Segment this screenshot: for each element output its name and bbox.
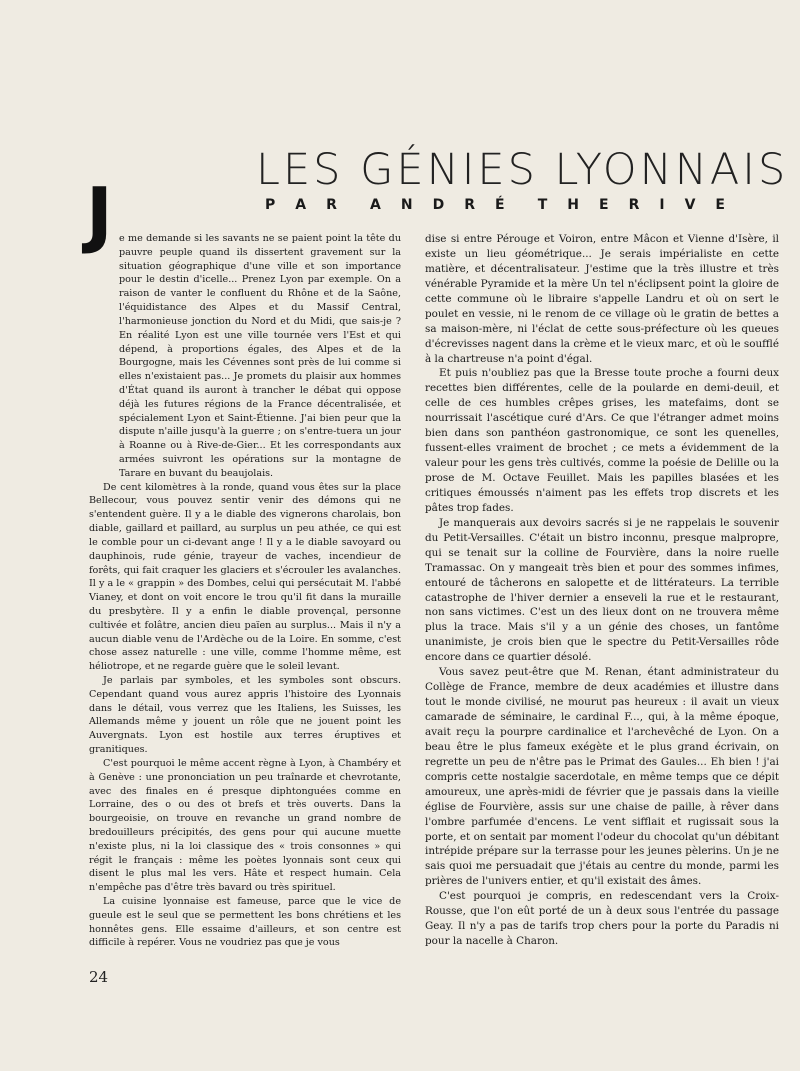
byline-letter: V [684, 197, 696, 213]
paragraph: Et puis n'oubliez pas que la Bresse toute proche a fourni deux recettes bien différentes, celle de la poularde en demi-deuil, et celle de ces humbles crêpes grises, les matefaims, dont se nourrissait l'ascétique curé d'Ars. Ce que l'étranger admet moins bien dans son panthéon gastronomique, ce sont les quenelles, fussent-elles vraiment de brochet ; ce mets a évidemment de la valeur pour les gens très cultivés, comme la poésie de Delille ou la prose de M. Octave Feuillet. Mais les papilles blasées et les critiques émoussés n'aiment pas les effets trop discrets et les pâtes trop fades. [425, 367, 779, 514]
byline-last-name [538, 197, 725, 213]
byline-letter: E [715, 197, 725, 213]
article-byline [265, 197, 725, 213]
byline-letter: R [628, 197, 640, 213]
paragraph: C'est pourquoi je compris, en redescendant vers la Croix-Rousse, que l'on eût porté de un à deux sous l'entrée du passage Geay. Il n'y a pas de tarifs trop chers pour la porte du Paradis ni pour la nacelle à Charon. [425, 890, 779, 948]
paragraph: La cuisine lyonnaise est fameuse, parce que le vice de gueule est le seul que se permettent les bons chrétiens et les honnêtes gens. Elle essaime d'ailleurs, et son centre est difficile à repérer. Vous ne voudriez pas que je vous [89, 896, 401, 949]
paragraph: De cent kilomètres à la ronde, quand vous êtes sur la place Bellecour, vous pouvez sentir venir des démons qui ne s'entendent guère. Il y a le diable des vignerons charolais, bon diable, gaillard et paillard, au surplus un peu athée, ce qui est le comble pour un ci-devant ange ! Il y a le diable savoyard ou dauphinois, rude génie, trayeur de vaches, incendieur de forêts, qui fait craquer les glaciers et s'écrouler les avalanches. Il y a le « grappin » des Dombes, celui qui persécutait M. l'abbé Vianey, et dont on voit encore le trou qu'il fit dans la muraille du presbytère. Il y a enfin le diable provençal, personne cultivée et folâtre, ancien dieu païen au surplus... Mais il n'y a aucun diable venu de l'Ardèche ou de la Loire. En somme, c'est chose assez naturelle : une ville, comme l'homme même, est héliotrope, et ne regarde guère que le soleil levant. [89, 481, 401, 673]
byline-letter: A [295, 197, 307, 213]
drop-cap: J [86, 172, 113, 256]
byline-letter: H [567, 197, 579, 213]
byline-par [265, 197, 337, 213]
left-column [89, 232, 401, 950]
page-number: 24 [89, 968, 109, 986]
byline-letter: R [464, 197, 475, 213]
byline-letter: E [599, 197, 609, 213]
byline-letter: R [326, 197, 337, 213]
right-column [425, 232, 779, 949]
paragraph: Vous savez peut-être que M. Renan, étant administrateur du Collège de France, membre de deux académies et illustre dans tout le monde civilisé, ne mourut pas heureux : il avait un vieux camarade de séminaire, le cardinal F..., qui, à la même époque, avait reçu la pourpre cardinalice et l'archevêché de Lyon. On a beau être le plus fameux exégète et le plus grand écrivain, on regrette un peu de n'être pas le Primat des Gaules... Eh bien ! j'ai compris cette nostalgie sacerdotale, en même temps que ce dépit amoureux, une après-midi de février que je passais dans la vieille église de Fourvière, assis sur une chaise de paille, à rêver dans l'ombre parfumée d'encens. Le vent sifflait et rugissait sous la porte, et on sentait par moment l'odeur du chocolat qu'un débitant intrépide prépare sur la terrasse pour les jeunes pèlerins. Un je ne sais quoi me persuadait que j'étais au centre du monde, parmi les prières de l'univers entier, et qu'il existait des âmes. [425, 666, 779, 888]
byline-letter: N [400, 197, 413, 213]
byline-first-name [370, 197, 505, 213]
paragraph: C'est pourquoi le même accent règne à Lyon, à Chambéry et à Genève : une prononciation un peu traînarde et chevrotante, avec des finales en é presque diphtonguées comme en Lorraine, des o ou des ot brefs et très ouverts. Dans la bourgeoisie, on trouve en revanche un grand nombre de bredouilleurs précipités, des gens pour qui aucune muette n'existe plus, ni la loi classique des « trois consonnes » qui régit le français : même les poètes lyonnais sont ceux qui disent le plus mal les vers. Hâte et respect humain. Cela n'empêche pas d'être très bavard ou très spirituel. [89, 757, 401, 894]
paragraph: Je manquerais aux devoirs sacrés si je ne rappelais le souvenir du Petit-Versailles. C'était un bistro inconnu, presque malpropre, qui se tenait sur la colline de Fourvière, dans la noire ruelle Tramassac. On y mangeait très bien et pour des sommes infimes, entouré de tâcherons en salopette et de littérateurs. La terrible catastrophe de l'hiver dernier a enseveli la rue et le restaurant, non sans victimes. C'est un des lieux dont on ne trouvera même plus la trace. Mais s'il y a un génie des choses, un fantôme unanimiste, je crois bien que le spectre du Petit-Versailles rôde encore dans ce quartier désolé. [425, 516, 779, 664]
byline-letter: A [370, 197, 381, 213]
paragraph: Je parlais par symboles, et les symboles sont obscurs. Cependant quand vous aurez appris l'histoire des Lyonnais dans le détail, vous verrez que les Italiens, les Suisses, les Allemands même y jouent un rôle que ne jouent point les Auvergnats. Lyon est hostile aux terres éruptives et granitiques. [89, 675, 401, 756]
article-title: LES GÉNIES LYONNAIS [256, 145, 789, 195]
paragraph: dise si entre Pérouge et Voiron, entre Mâcon et Vienne d'Isère, il existe un lieu géométrique... Je serais impérialiste en cette matière, et décentralisateur. J'estime que la très illustre et très vénérable Pyramide et la mère Un tel n'éclipsent point la gloire de cette commune où le libraire s'appelle Landru et où on sert le poulet en vessie, ni le renom de ce village où le gratin de bettes a sa maison-mère, ni l'éclat de cette sous-préfecture où les queues d'écrevisses nagent dans la crème et le vieux marc, et où le soufflé à la chartreuse n'a point d'égal. [425, 233, 779, 365]
byline-letter: I [659, 197, 665, 213]
byline-letter: É [495, 197, 505, 213]
byline-letter: T [537, 197, 548, 213]
byline-letter: D [432, 197, 445, 213]
byline-letter: P [265, 197, 276, 213]
paragraph: e me demande si les savants ne se paient point la tête du pauvre peuple quand ils dissertent gravement sur la situation géographique d'une ville et son importance pour le destin d'icelle... Prenez Lyon par exemple. On a raison de vanter le confluent du Rhône et de la Saône, l'équidistance des Alpes et du Massif Central, l'harmonieuse jonction du Nord et du Midi, que sais-je ? En réalité Lyon est une ville tournée vers l'Est et qui dépend, à proportions égales, des Alpes et de la Bourgogne, mais les Cévennes sont près de lui comme si elles n'existaient pas... Je promets du plaisir aux hommes d'État quand ils auront à trancher le débat qui oppose déjà les futures régions de la France décentralisée, et spécialement Lyon et Saint-Étienne. J'ai bien peur que la dispute n'aille jusqu'à la guerre ; on s'entre-tuera un jour à Roanne ou à Rive-de-Gier... Et les correspondants aux armées suivront les opérations sur la montagne de Tarare en buvant du beaujolais. [119, 233, 401, 479]
